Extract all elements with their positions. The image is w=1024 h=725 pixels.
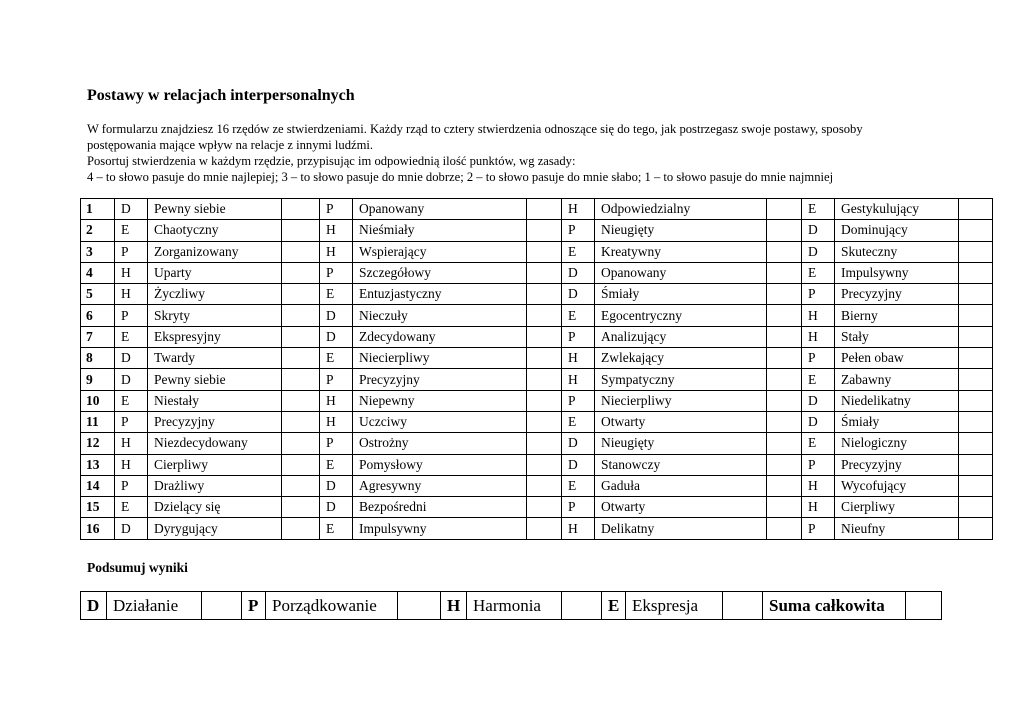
style-code: E (115, 326, 148, 347)
points-cell[interactable] (282, 220, 320, 241)
row-number: 13 (81, 454, 115, 475)
points-cell[interactable] (282, 284, 320, 305)
statement-word: Nieugięty (595, 220, 767, 241)
statement-word: Stały (835, 326, 959, 347)
style-code: H (802, 497, 835, 518)
summary-code: P (242, 592, 266, 620)
style-code: E (802, 369, 835, 390)
style-code: H (802, 326, 835, 347)
statement-word: Śmiały (835, 411, 959, 432)
statement-word: Otwarty (595, 497, 767, 518)
instruction-line: 4 – to słowo pasuje do mnie najlepiej; 3 – to słowo pasuje do mnie dobrze; 2 – to słowo pasuje do mnie słabo; 1 – to słowo pasuje do mnie najmniej (87, 170, 834, 184)
points-cell[interactable] (959, 411, 993, 432)
instruction-line: Posortuj stwierdzenia w każdym rzędzie, przypisując im odpowiednią ilość punktów, wg zasady: (87, 154, 576, 168)
points-cell[interactable] (282, 262, 320, 283)
style-code: E (802, 262, 835, 283)
table-row (81, 262, 993, 283)
style-code: E (802, 433, 835, 454)
style-code: P (802, 518, 835, 539)
style-code: E (320, 518, 353, 539)
table-row (81, 305, 993, 326)
row-number: 2 (81, 220, 115, 241)
style-code: H (562, 369, 595, 390)
table-row (81, 518, 993, 539)
points-cell[interactable] (282, 475, 320, 496)
statement-word: Zwlekający (595, 348, 767, 369)
row-number: 12 (81, 433, 115, 454)
table-row (81, 199, 993, 220)
points-cell[interactable] (527, 262, 562, 283)
statement-word: Zdecydowany (353, 326, 527, 347)
style-code: E (562, 241, 595, 262)
points-cell[interactable] (959, 390, 993, 411)
summary-label: Ekspresja (626, 592, 723, 620)
row-number: 15 (81, 497, 115, 518)
points-cell[interactable] (527, 369, 562, 390)
style-code: D (115, 518, 148, 539)
statement-word: Ekspresyjny (148, 326, 282, 347)
summary-title: Podsumuj wyniki (87, 560, 188, 575)
points-cell[interactable] (282, 497, 320, 518)
points-cell[interactable] (767, 497, 802, 518)
statement-word: Uparty (148, 262, 282, 283)
statement-word: Śmiały (595, 284, 767, 305)
table-row (81, 390, 993, 411)
row-number: 16 (81, 518, 115, 539)
style-code: P (802, 454, 835, 475)
points-cell[interactable] (959, 262, 993, 283)
style-code: E (320, 348, 353, 369)
statement-word: Precyzyjny (353, 369, 527, 390)
statement-word: Nieufny (835, 518, 959, 539)
statement-word: Kreatywny (595, 241, 767, 262)
points-cell[interactable] (767, 241, 802, 262)
style-code: E (115, 497, 148, 518)
statement-word: Analizujący (595, 326, 767, 347)
statement-word: Cierpliwy (148, 454, 282, 475)
points-cell[interactable] (767, 220, 802, 241)
points-cell[interactable] (959, 497, 993, 518)
points-cell[interactable] (959, 199, 993, 220)
points-cell[interactable] (527, 220, 562, 241)
points-cell[interactable] (767, 305, 802, 326)
style-code: D (320, 475, 353, 496)
points-cell[interactable] (767, 518, 802, 539)
statement-word: Precyzyjny (835, 284, 959, 305)
statement-word: Opanowany (353, 199, 527, 220)
statement-word: Pewny siebie (148, 199, 282, 220)
statement-word: Niezdecydowany (148, 433, 282, 454)
table-row (81, 326, 993, 347)
summary-row (81, 592, 942, 620)
style-code: H (115, 262, 148, 283)
style-code: D (115, 369, 148, 390)
row-number: 4 (81, 262, 115, 283)
table-row (81, 497, 993, 518)
points-cell[interactable] (527, 241, 562, 262)
total-label: Suma całkowita (763, 592, 906, 620)
style-code: D (802, 241, 835, 262)
points-cell[interactable] (767, 369, 802, 390)
points-cell[interactable] (959, 348, 993, 369)
points-cell[interactable] (527, 326, 562, 347)
style-code: E (802, 199, 835, 220)
points-cell[interactable] (767, 348, 802, 369)
points-cell[interactable] (959, 475, 993, 496)
style-code: H (562, 199, 595, 220)
row-number: 8 (81, 348, 115, 369)
statement-word: Gaduła (595, 475, 767, 496)
style-code: D (115, 348, 148, 369)
statement-word: Bezpośredni (353, 497, 527, 518)
statement-word: Dominujący (835, 220, 959, 241)
points-cell[interactable] (282, 369, 320, 390)
statement-word: Impulsywny (353, 518, 527, 539)
statement-word: Entuzjastyczny (353, 284, 527, 305)
row-number: 11 (81, 411, 115, 432)
summary-label: Działanie (107, 592, 202, 620)
row-number: 5 (81, 284, 115, 305)
points-cell[interactable] (959, 220, 993, 241)
points-cell[interactable] (959, 369, 993, 390)
style-code: H (115, 433, 148, 454)
statement-word: Niepewny (353, 390, 527, 411)
style-code: E (320, 284, 353, 305)
points-cell[interactable] (282, 433, 320, 454)
style-code: H (320, 390, 353, 411)
table-row (81, 220, 993, 241)
points-cell[interactable] (282, 518, 320, 539)
statement-word: Pomysłowy (353, 454, 527, 475)
table-row (81, 369, 993, 390)
summary-score-cell[interactable] (723, 592, 763, 620)
statement-word: Bierny (835, 305, 959, 326)
points-cell[interactable] (282, 199, 320, 220)
summary-table (80, 591, 942, 620)
style-code: P (320, 262, 353, 283)
statement-word: Precyzyjny (148, 411, 282, 432)
points-cell[interactable] (959, 241, 993, 262)
statement-word: Chaotyczny (148, 220, 282, 241)
row-number: 3 (81, 241, 115, 262)
points-cell[interactable] (527, 497, 562, 518)
points-cell[interactable] (767, 433, 802, 454)
style-code: P (320, 433, 353, 454)
style-code: P (115, 411, 148, 432)
points-cell[interactable] (282, 241, 320, 262)
statement-word: Dzielący się (148, 497, 282, 518)
points-cell[interactable] (282, 454, 320, 475)
points-cell[interactable] (767, 326, 802, 347)
style-code: P (802, 348, 835, 369)
points-cell[interactable] (959, 284, 993, 305)
statement-word: Życzliwy (148, 284, 282, 305)
statement-word: Wspierający (353, 241, 527, 262)
statement-word: Gestykulujący (835, 199, 959, 220)
statement-word: Otwarty (595, 411, 767, 432)
style-code: P (802, 284, 835, 305)
style-code: H (115, 454, 148, 475)
style-code: H (562, 348, 595, 369)
row-number: 10 (81, 390, 115, 411)
summary-score-cell[interactable] (398, 592, 441, 620)
statement-word: Impulsywny (835, 262, 959, 283)
style-code: D (562, 284, 595, 305)
statement-word: Skryty (148, 305, 282, 326)
style-code: H (320, 411, 353, 432)
points-cell[interactable] (767, 199, 802, 220)
style-code: D (562, 454, 595, 475)
statement-word: Egocentryczny (595, 305, 767, 326)
page-title: Postawy w relacjach interpersonalnych (87, 87, 355, 104)
points-cell[interactable] (282, 326, 320, 347)
points-cell[interactable] (959, 326, 993, 347)
statement-word: Nieugięty (595, 433, 767, 454)
summary-label: Porządkowanie (266, 592, 398, 620)
style-code: E (115, 390, 148, 411)
style-code: H (802, 475, 835, 496)
style-code: P (115, 475, 148, 496)
points-cell[interactable] (767, 411, 802, 432)
statement-word: Cierpliwy (835, 497, 959, 518)
style-code: D (320, 326, 353, 347)
statement-word: Drażliwy (148, 475, 282, 496)
points-cell[interactable] (527, 518, 562, 539)
style-code: D (562, 433, 595, 454)
instruction-line: W formularzu znajdziesz 16 rzędów ze stwierdzeniami. Każdy rząd to cztery stwierdzenia odnoszące się do tego, jak postrzegasz swoje postawy, sposoby (87, 122, 863, 136)
points-cell[interactable] (767, 284, 802, 305)
summary-code: E (602, 592, 626, 620)
style-code: D (562, 262, 595, 283)
statement-word: Uczciwy (353, 411, 527, 432)
style-code: P (562, 326, 595, 347)
summary-label: Harmonia (467, 592, 562, 620)
summary-code: H (441, 592, 467, 620)
statement-word: Ostrożny (353, 433, 527, 454)
style-code: D (320, 497, 353, 518)
statement-word: Niecierpliwy (353, 348, 527, 369)
statement-word: Szczegółowy (353, 262, 527, 283)
points-cell[interactable] (767, 390, 802, 411)
points-cell[interactable] (282, 390, 320, 411)
statement-word: Odpowiedzialny (595, 199, 767, 220)
statement-word: Twardy (148, 348, 282, 369)
points-cell[interactable] (959, 433, 993, 454)
points-cell[interactable] (527, 199, 562, 220)
statement-word: Precyzyjny (835, 454, 959, 475)
style-code: P (562, 390, 595, 411)
style-code: H (115, 284, 148, 305)
points-cell[interactable] (527, 390, 562, 411)
table-row (81, 348, 993, 369)
summary-code: D (81, 592, 107, 620)
statement-word: Skuteczny (835, 241, 959, 262)
style-code: E (562, 475, 595, 496)
row-number: 7 (81, 326, 115, 347)
statement-word: Nieśmiały (353, 220, 527, 241)
points-cell[interactable] (527, 284, 562, 305)
style-code: H (320, 241, 353, 262)
statement-word: Pełen obaw (835, 348, 959, 369)
points-cell[interactable] (282, 411, 320, 432)
statement-word: Dyrygujący (148, 518, 282, 539)
points-cell[interactable] (282, 305, 320, 326)
statement-word: Niecierpliwy (595, 390, 767, 411)
points-cell[interactable] (767, 262, 802, 283)
style-code: D (115, 199, 148, 220)
style-code: D (802, 390, 835, 411)
points-cell[interactable] (527, 475, 562, 496)
style-code: E (562, 411, 595, 432)
style-code: E (115, 220, 148, 241)
table-row (81, 454, 993, 475)
table-row (81, 475, 993, 496)
style-code: D (802, 220, 835, 241)
statement-word: Zabawny (835, 369, 959, 390)
statement-word: Nielogiczny (835, 433, 959, 454)
points-cell[interactable] (527, 348, 562, 369)
statements-table (80, 198, 993, 540)
statement-word: Opanowany (595, 262, 767, 283)
style-code: E (562, 305, 595, 326)
row-number: 14 (81, 475, 115, 496)
points-cell[interactable] (527, 411, 562, 432)
row-number: 6 (81, 305, 115, 326)
instructions (87, 121, 947, 185)
statement-word: Sympatyczny (595, 369, 767, 390)
table-row (81, 241, 993, 262)
table-row (81, 433, 993, 454)
points-cell[interactable] (767, 475, 802, 496)
row-number: 1 (81, 199, 115, 220)
statement-word: Niestały (148, 390, 282, 411)
summary-score-cell[interactable] (562, 592, 602, 620)
points-cell[interactable] (959, 305, 993, 326)
points-cell[interactable] (527, 433, 562, 454)
statement-word: Pewny siebie (148, 369, 282, 390)
statement-word: Delikatny (595, 518, 767, 539)
style-code: P (562, 497, 595, 518)
table-row (81, 411, 993, 432)
style-code: P (115, 241, 148, 262)
points-cell[interactable] (959, 454, 993, 475)
points-cell[interactable] (527, 305, 562, 326)
style-code: D (802, 411, 835, 432)
style-code: P (115, 305, 148, 326)
style-code: P (562, 220, 595, 241)
points-cell[interactable] (527, 454, 562, 475)
statement-word: Nieczuły (353, 305, 527, 326)
style-code: P (320, 199, 353, 220)
style-code: D (320, 305, 353, 326)
total-score-cell[interactable] (906, 592, 942, 620)
style-code: H (320, 220, 353, 241)
table-row (81, 284, 993, 305)
statement-word: Niedelikatny (835, 390, 959, 411)
points-cell[interactable] (282, 348, 320, 369)
statement-word: Agresywny (353, 475, 527, 496)
style-code: E (320, 454, 353, 475)
row-number: 9 (81, 369, 115, 390)
points-cell[interactable] (767, 454, 802, 475)
points-cell[interactable] (959, 518, 993, 539)
summary-score-cell[interactable] (202, 592, 242, 620)
statement-word: Stanowczy (595, 454, 767, 475)
style-code: H (802, 305, 835, 326)
instruction-line: postępowania mające wpływ na relacje z innymi ludźmi. (87, 138, 374, 152)
style-code: P (320, 369, 353, 390)
statement-word: Zorganizowany (148, 241, 282, 262)
statement-word: Wycofujący (835, 475, 959, 496)
style-code: H (562, 518, 595, 539)
